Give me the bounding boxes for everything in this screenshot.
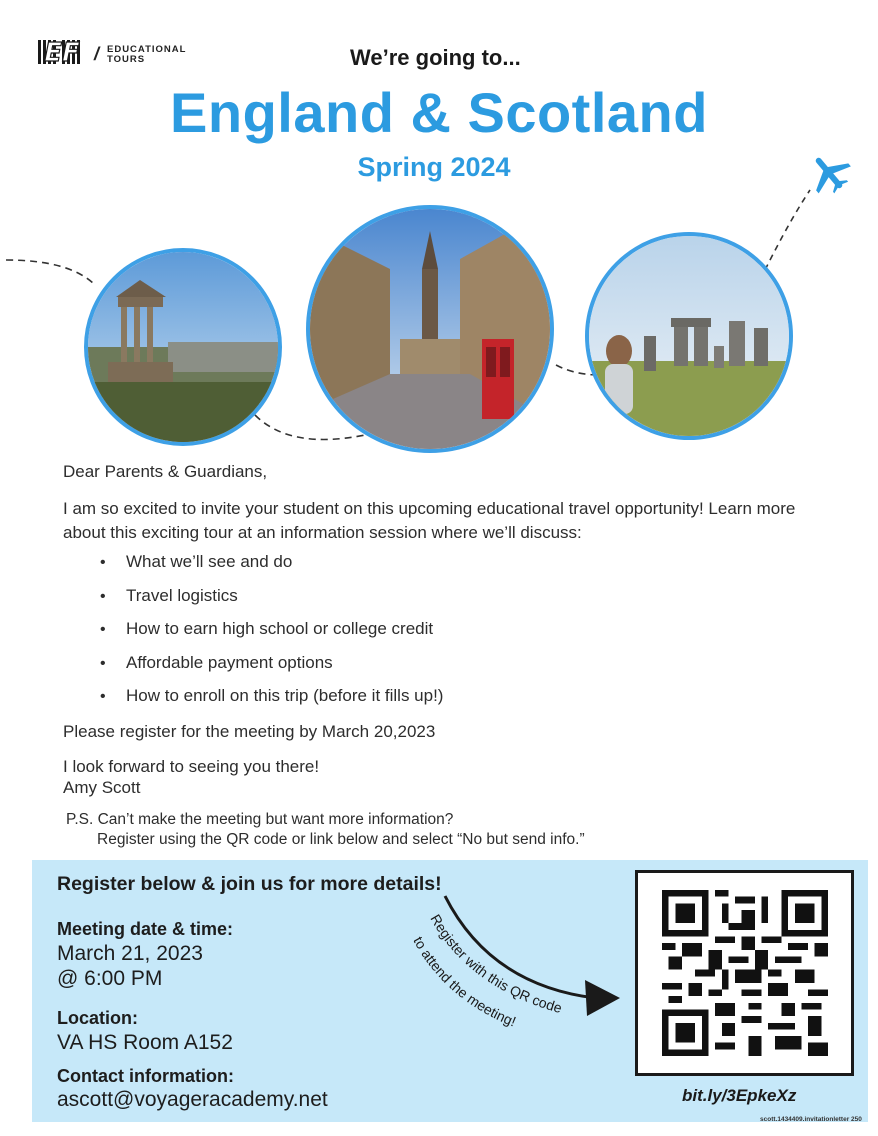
logo-line-1: EDUCATIONAL (107, 44, 187, 55)
going-to-heading: We’re going to... (350, 45, 521, 70)
ps-line-2: Register using the QR code or link below and select “No but send info.” (97, 831, 585, 848)
list-item: • How to earn high school or college credit (100, 617, 443, 651)
location-value: VA HS Room A152 (57, 1031, 233, 1054)
qr-code[interactable] (635, 870, 854, 1076)
logo-wordmark (107, 45, 186, 65)
meeting-label: Meeting date & time: (57, 919, 234, 939)
svg-text:Register with this QR code (427, 912, 564, 1017)
letter-intro: I am so excited to invite your student on this upcoming educational travel opportunity! Learn more about this exciting tour at an information session where we’ll discuss: (63, 499, 796, 542)
list-item: • Travel logistics (100, 584, 443, 618)
contact-email[interactable]: ascott@voyageracademy.net (57, 1088, 328, 1111)
list-item: • Affordable payment options (100, 651, 443, 685)
qr-caption-line-2: to attend the meeting! (410, 933, 519, 1030)
logo-separator: / (94, 44, 100, 64)
ef-logo-letters: EF (44, 38, 80, 68)
destination-title: England & Scotland (170, 81, 708, 144)
qr-caption-arrow (380, 890, 630, 1060)
ps-line-1: P.S. Can’t make the meeting but want more information? (66, 811, 454, 828)
postscript (66, 810, 585, 850)
location-label: Location: (57, 1008, 138, 1028)
season-subtitle: Spring 2024 (357, 152, 511, 182)
qr-code-icon (662, 890, 828, 1056)
qr-caption-line-1: Register with this QR code (427, 911, 564, 1017)
discussion-topics-list (100, 550, 443, 718)
list-item: • What we’ll see and do (100, 550, 443, 584)
signature: Amy Scott (63, 778, 141, 797)
registration-heading: Register below & join us for more details! (57, 873, 442, 895)
contact-label: Contact information: (57, 1066, 234, 1086)
photo-calton-hill (84, 248, 282, 446)
ef-logo-icon (36, 36, 88, 68)
logo-line-2: TOURS (107, 54, 146, 65)
registration-link[interactable]: bit.ly/3EpkeXz (682, 1086, 797, 1105)
photo-royal-mile (306, 205, 554, 453)
letter-closing (63, 756, 319, 798)
photo-stonehenge (585, 232, 793, 440)
footer-code: scott.1434409.invitationletter 250 (760, 1116, 862, 1123)
letter-greeting: Dear Parents & Guardians, (63, 462, 268, 481)
register-deadline: Please register for the meeting by March 20,2023 (63, 722, 436, 741)
meeting-date: March 21, 2023 (57, 942, 203, 965)
closing-line: I look forward to seeing you there! (63, 757, 320, 776)
meeting-time: @ 6:00 PM (57, 967, 163, 990)
list-item: • How to enroll on this trip (before it fills up!) (100, 684, 443, 718)
